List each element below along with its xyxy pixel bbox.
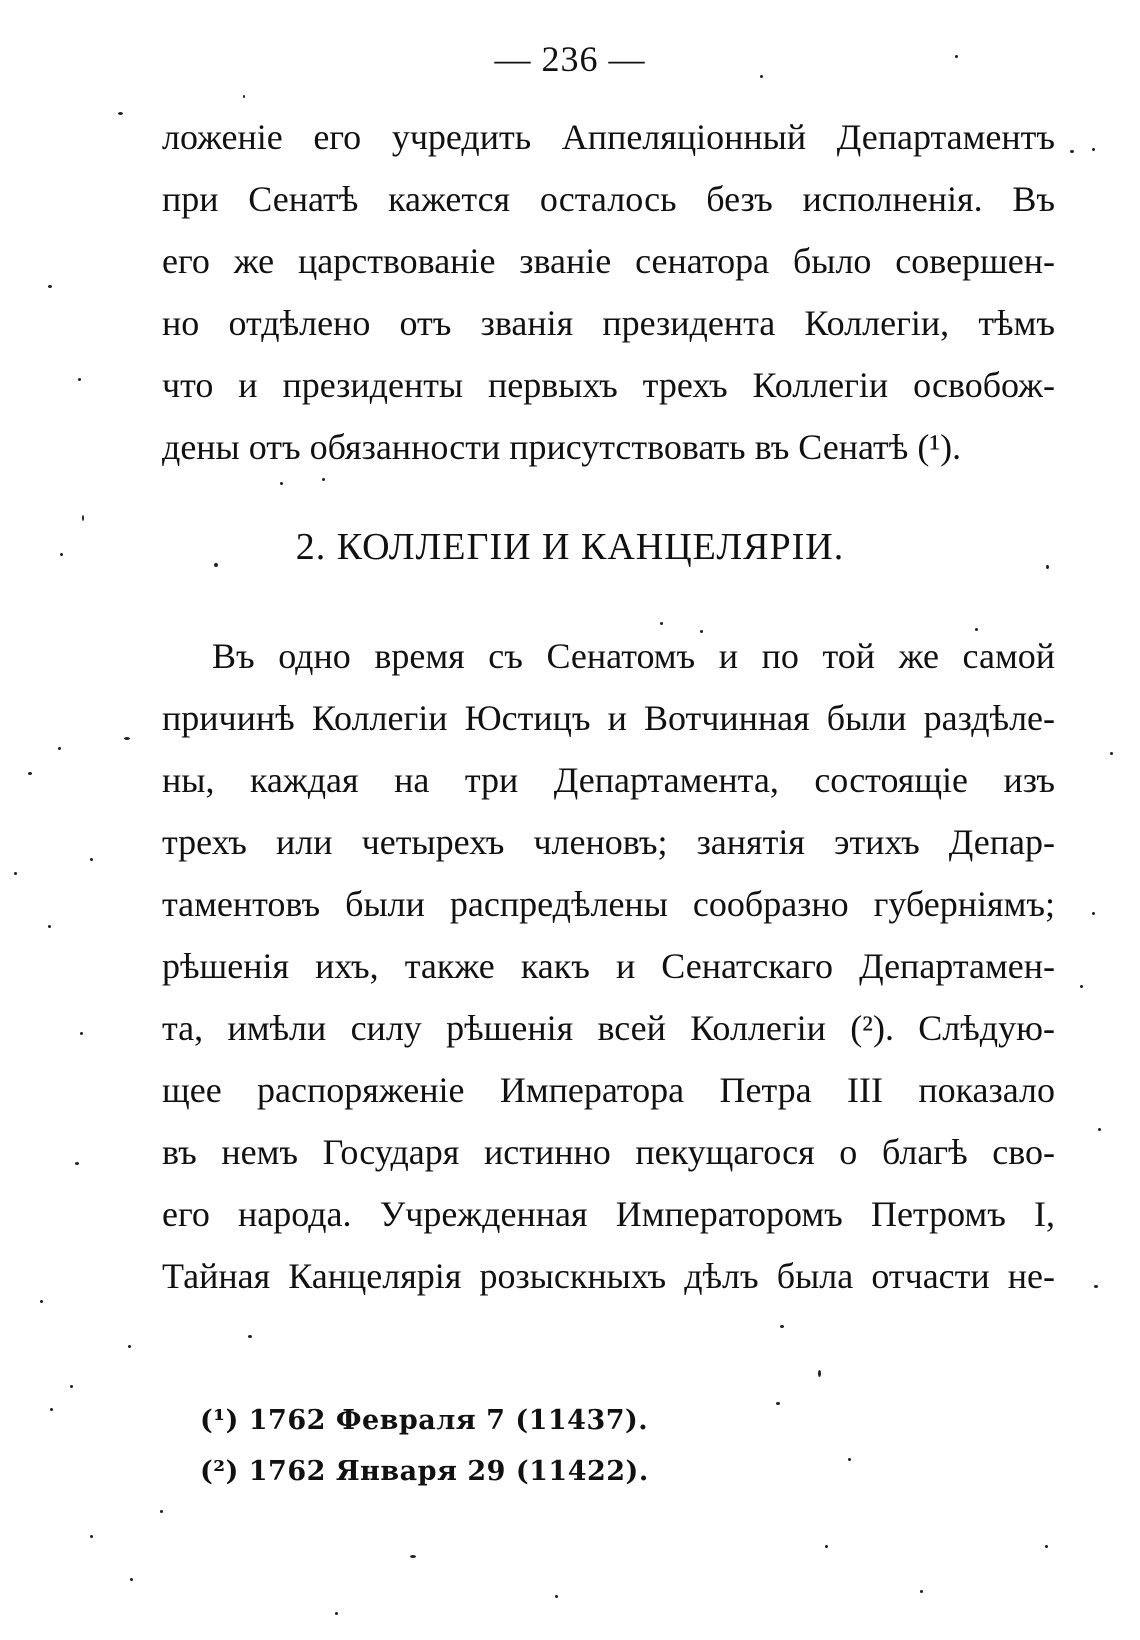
text-line: Въ одно время съ Сенатомъ и по той же самой	[212, 636, 1055, 676]
speck	[322, 478, 325, 481]
speck	[48, 285, 52, 288]
speck	[60, 553, 63, 556]
text-line: таментовъ были распредѣлены сообразно губерніямъ;	[162, 884, 1055, 924]
speck	[48, 925, 51, 928]
speck	[776, 1402, 780, 1405]
speck	[28, 772, 32, 775]
speck	[58, 747, 61, 750]
speck	[75, 1162, 79, 1165]
speck	[660, 622, 663, 625]
text-line: что и президенты первыхъ трехъ Коллегіи освобож-	[162, 365, 1055, 405]
speck	[90, 1535, 93, 1538]
speck	[130, 1578, 133, 1581]
speck	[955, 55, 958, 58]
speck	[335, 1612, 338, 1615]
speck	[780, 1325, 784, 1328]
speck	[214, 563, 218, 567]
text-line: та, имѣли силу рѣшенія всей Коллегіи (²). Слѣдую-	[162, 1008, 1055, 1048]
page-number: — 236 —	[494, 39, 646, 79]
speck	[825, 1545, 828, 1548]
footnote: (²) 1762 Января 29 (11422).	[200, 1456, 649, 1487]
speck	[124, 737, 130, 740]
text-line: но отдѣлено отъ званія президента Коллегіи, тѣмъ	[162, 303, 1055, 343]
speck	[280, 482, 283, 485]
speck	[975, 628, 978, 631]
speck	[1070, 150, 1074, 153]
text-line: ложеніе его учредить Аппеляціонный Департаментъ	[162, 117, 1055, 157]
speck	[410, 1555, 416, 1558]
speck	[80, 1032, 83, 1035]
speck	[1046, 565, 1049, 569]
speck	[14, 872, 17, 875]
speck	[1092, 912, 1095, 915]
speck	[1080, 985, 1083, 988]
speck	[1110, 752, 1113, 755]
speck	[118, 112, 123, 115]
speck	[920, 1590, 923, 1593]
text-line: его народа. Учрежденная Императоромъ Петромъ I,	[162, 1194, 1055, 1234]
speck	[1094, 1285, 1098, 1288]
speck	[50, 1408, 53, 1411]
speck	[70, 1385, 73, 1388]
footnote: (¹) 1762 Февраля 7 (11437).	[200, 1405, 649, 1436]
text-line: трехъ или четырехъ членовъ; занятія этихъ Депар-	[162, 822, 1055, 862]
text-line: Тайная Канцелярія розыскныхъ дѣлъ была отчасти не-	[162, 1256, 1055, 1296]
speck	[90, 858, 93, 861]
speck	[1098, 1128, 1101, 1131]
section-heading: 2. КОЛЛЕГІИ И КАНЦЕЛЯРІИ.	[295, 526, 845, 568]
text-line: щее распоряженіе Императора Петра III показало	[162, 1070, 1055, 1110]
speck	[1045, 1545, 1048, 1548]
speck	[78, 378, 81, 381]
speck	[82, 515, 84, 521]
text-line: его же царствованіе званіе сенатора было совершен-	[162, 241, 1055, 281]
text-line: рѣшенія ихъ, также какъ и Сенатскаго Департамен-	[162, 946, 1055, 986]
speck	[128, 1345, 131, 1348]
speck	[555, 1595, 558, 1598]
speck	[818, 1370, 821, 1377]
speck	[243, 95, 245, 98]
text-line: въ немъ Государя истинно пекущагося о благѣ сво-	[162, 1132, 1055, 1172]
speck	[1092, 148, 1095, 151]
text-line: причинѣ Коллегіи Юстицъ и Вотчинная были раздѣле-	[162, 698, 1055, 738]
text-line: ны, каждая на три Департамента, состоящіе изъ	[162, 760, 1055, 800]
speck	[700, 630, 703, 633]
speck	[248, 1335, 252, 1338]
speck	[848, 1458, 851, 1461]
text-line: при Сенатѣ кажется осталось безъ исполненія. Въ	[162, 179, 1055, 219]
speck	[40, 1300, 43, 1303]
speck	[160, 1510, 163, 1513]
speck	[760, 75, 763, 78]
text-line: дены отъ обязанности присутствовать въ Сенатѣ (¹).	[162, 427, 962, 467]
